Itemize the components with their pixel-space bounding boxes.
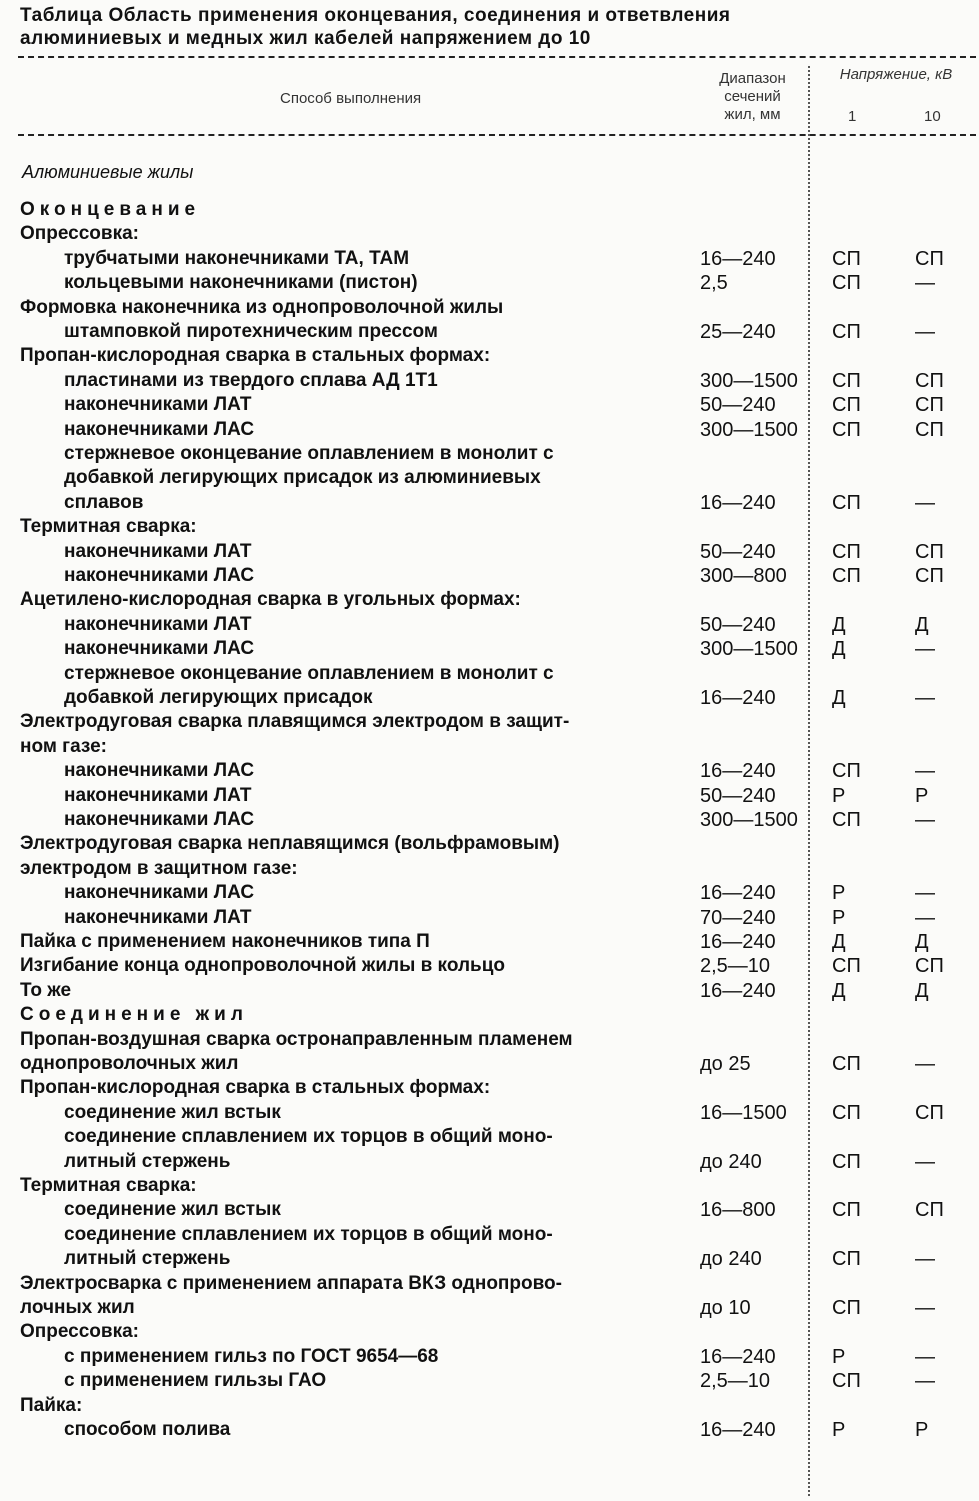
row-voltage-10: — <box>915 1248 935 1271</box>
row-method: Формовка наконечника из однопроволочной жилы <box>20 296 504 318</box>
row-method: соединение жил встык <box>64 1199 281 1221</box>
row-method: наконечниками ЛАС <box>64 638 255 660</box>
table-row <box>0 222 979 246</box>
row-voltage-1: СП <box>832 1297 861 1319</box>
row-method: Пайка: <box>20 1394 83 1416</box>
row-range: 2,5 <box>700 272 728 295</box>
row-voltage-10: Д <box>915 931 929 953</box>
row-range: 50—240 <box>700 784 776 807</box>
table-row <box>0 271 979 295</box>
row-method: кольцевыми наконечниками (пистон) <box>64 272 418 294</box>
row-method: Термитная сварка: <box>20 1175 197 1196</box>
row-voltage-1: Д <box>832 979 846 1002</box>
row-range: 16—240 <box>700 1345 776 1368</box>
header-voltage-10: 10 <box>924 108 941 125</box>
table-row <box>0 710 979 734</box>
table-row <box>0 369 979 393</box>
row-range: 300—1500 <box>700 809 798 831</box>
table-row <box>0 1272 979 1296</box>
table-row <box>0 1150 979 1174</box>
table-row <box>0 637 979 661</box>
row-range: 16—240 <box>700 491 776 514</box>
row-method: наконечниками ЛАТ <box>64 394 252 416</box>
caption-line-1: Таблица Область применения оконцевания, соединения и ответвления <box>20 5 731 26</box>
row-method: Пропан-кислородная сварка в стальных формах: <box>20 1077 491 1099</box>
table-row <box>0 1174 979 1198</box>
row-method: То же <box>20 979 72 1001</box>
table-row <box>0 686 979 710</box>
table-row <box>0 466 979 490</box>
row-voltage-1: СП <box>832 491 861 514</box>
row-voltage-10: — <box>915 809 935 831</box>
table-row <box>0 296 979 320</box>
table-row <box>0 784 979 808</box>
row-method: наконечниками ЛАС <box>64 565 255 586</box>
row-method: стержневое оконцевание оплавлением в монолит с <box>64 443 554 464</box>
row-voltage-1: Р <box>832 882 846 905</box>
row-range: до 240 <box>700 1248 762 1271</box>
row-voltage-10: Д <box>915 979 929 1002</box>
row-range: 16—240 <box>700 931 776 953</box>
row-method: литный стержень <box>64 1248 231 1270</box>
row-method: Пропан-кислородная сварка в стальных формах: <box>20 345 491 367</box>
row-voltage-1: СП <box>832 321 861 343</box>
row-method: наконечниками ЛАТ <box>64 784 252 806</box>
row-voltage-10: СП <box>915 369 944 392</box>
row-method: наконечниками ЛАС <box>64 882 255 904</box>
row-voltage-1: СП <box>832 418 861 441</box>
table-row <box>0 491 979 515</box>
row-voltage-10: СП <box>915 247 944 270</box>
row-range: 300—1500 <box>700 638 798 661</box>
row-method: наконечниками ЛАС <box>64 418 255 440</box>
row-method: Электродуговая сварка неплавящимся (вольфрамовым) <box>20 833 560 855</box>
header-range-line-3: жил, мм <box>724 106 781 123</box>
table-row <box>0 1101 979 1125</box>
row-method: способом полива <box>64 1419 231 1440</box>
row-voltage-10: — <box>915 882 935 905</box>
table-row <box>0 1345 979 1369</box>
row-range: 50—240 <box>700 613 776 636</box>
table-row <box>0 1296 979 1320</box>
table-row <box>0 344 979 368</box>
row-range: 300—1500 <box>700 369 798 392</box>
row-method: электродом в защитном газе: <box>20 857 298 879</box>
row-method: Оконцевание <box>20 199 201 220</box>
row-voltage-1: СП <box>832 1199 861 1222</box>
row-voltage-10: — <box>915 1345 935 1368</box>
header-voltage: Напряжение, кВ <box>839 66 953 83</box>
table-row <box>0 515 979 539</box>
row-method: Опрессовка: <box>20 1321 140 1343</box>
table-row <box>0 1223 979 1247</box>
row-range: 16—240 <box>700 760 776 783</box>
row-method: Соединение жил <box>20 1004 248 1026</box>
row-voltage-10: — <box>915 1370 935 1393</box>
row-voltage-1: Р <box>832 906 846 929</box>
row-method: пластинами из твердого сплава АД 1Т1 <box>64 369 438 391</box>
row-range: 300—800 <box>700 565 787 587</box>
table-row <box>0 1003 979 1027</box>
row-method: Изгибание конца однопроволочной жилы в кольцо <box>20 955 505 977</box>
table-row <box>0 881 979 905</box>
table-row <box>0 1125 979 1149</box>
row-range: 16—240 <box>700 1419 776 1441</box>
row-voltage-10: Р <box>915 1419 929 1441</box>
row-voltage-10: — <box>915 272 935 295</box>
table-row <box>0 759 979 783</box>
row-voltage-1: Д <box>832 687 846 709</box>
row-voltage-1: СП <box>832 955 861 978</box>
row-range: 300—1500 <box>700 418 798 441</box>
row-range: до 25 <box>700 1053 751 1075</box>
row-voltage-1: Д <box>832 931 846 953</box>
row-method: Опрессовка: <box>20 223 140 245</box>
row-method: Термитная сварка: <box>20 516 197 538</box>
row-voltage-10: — <box>915 1297 935 1319</box>
row-method: соединение сплавлением их торцов в общий моно- <box>64 1126 553 1148</box>
table-row <box>0 979 979 1003</box>
row-range: 2,5—10 <box>700 1370 771 1393</box>
row-range: 16—240 <box>700 687 776 709</box>
row-voltage-1: Д <box>832 613 846 636</box>
table-row <box>0 1369 979 1393</box>
table-caption <box>20 4 970 50</box>
row-voltage-10: СП <box>915 565 944 587</box>
row-method: наконечниками ЛАТ <box>64 540 252 562</box>
header-range-line-1: Диапазон <box>719 70 786 87</box>
row-voltage-10: — <box>915 491 935 514</box>
row-method: Электросварка с применением аппарата ВКЗ однопрово- <box>20 1272 562 1294</box>
table-row <box>0 564 979 588</box>
header-bottom-rule <box>18 134 976 136</box>
row-voltage-10: Р <box>915 784 929 807</box>
table-row <box>0 1247 979 1271</box>
row-range: 16—800 <box>700 1199 776 1222</box>
row-voltage-10: — <box>915 638 935 661</box>
row-voltage-1: Р <box>832 1345 846 1368</box>
row-voltage-10: — <box>915 760 935 783</box>
row-range: 2,5—10 <box>700 955 771 978</box>
row-voltage-1: СП <box>832 247 861 270</box>
table-row <box>0 320 979 344</box>
row-voltage-1: Р <box>832 784 846 807</box>
row-voltage-10: СП <box>915 418 944 441</box>
row-method: ном газе: <box>20 735 107 757</box>
row-voltage-10: СП <box>915 540 944 563</box>
row-method: наконечниками ЛАС <box>64 760 255 782</box>
row-voltage-1: СП <box>832 1053 861 1075</box>
row-method: Ацетилено-кислородная сварка в угольных формах: <box>20 589 521 611</box>
row-voltage-1: Д <box>832 638 846 661</box>
row-method: наконечниками ЛАТ <box>64 906 252 928</box>
row-method: стержневое оконцевание оплавлением в монолит с <box>64 662 554 684</box>
row-voltage-1: СП <box>832 565 861 587</box>
table-row <box>0 1198 979 1222</box>
row-method: соединение сплавлением их торцов в общий моно- <box>64 1223 553 1245</box>
row-method: соединение жил встык <box>64 1101 281 1123</box>
header-top-rule <box>18 56 976 58</box>
row-method: Пропан-воздушная сварка остронаправленным пламенем <box>20 1028 573 1050</box>
header-method: Способ выполнения <box>280 90 422 107</box>
row-voltage-10: — <box>915 1053 935 1075</box>
table-row <box>0 613 979 637</box>
row-voltage-1: СП <box>832 1248 861 1271</box>
row-voltage-1: СП <box>832 394 861 417</box>
table-row <box>0 857 979 881</box>
table-row <box>0 662 979 686</box>
row-method: сплавов <box>64 491 144 513</box>
row-method: наконечниками ЛАТ <box>64 613 252 635</box>
header-range <box>705 70 800 124</box>
row-method: добавкой легирующих присадок <box>64 687 373 708</box>
row-range: 16—240 <box>700 979 776 1002</box>
row-voltage-1: СП <box>832 272 861 295</box>
row-range: 16—240 <box>700 247 776 270</box>
row-voltage-10: — <box>915 1150 935 1173</box>
row-voltage-10: СП <box>915 1199 944 1222</box>
table-row <box>0 832 979 856</box>
row-range: до 240 <box>700 1150 762 1173</box>
table-row <box>0 1320 979 1344</box>
row-voltage-1: СП <box>832 540 861 563</box>
section-title: Алюминиевые жилы <box>22 162 194 182</box>
table-row <box>0 1028 979 1052</box>
row-voltage-10: Д <box>915 613 929 636</box>
table-row <box>0 198 979 222</box>
row-method: однопроволочных жил <box>20 1053 239 1074</box>
row-voltage-1: СП <box>832 369 861 392</box>
row-range: 16—240 <box>700 882 776 905</box>
row-range: 70—240 <box>700 906 776 929</box>
row-method: наконечниками ЛАС <box>64 809 255 830</box>
row-voltage-1: Р <box>832 1419 846 1441</box>
table-row <box>0 1052 979 1076</box>
table-row <box>0 1418 979 1442</box>
row-method: штамповкой пиротехническим прессом <box>64 321 438 342</box>
header-voltage-1: 1 <box>848 108 857 125</box>
table-row <box>0 930 979 954</box>
row-method: Электродуговая сварка плавящимся электродом в защит- <box>20 711 570 733</box>
row-range: 25—240 <box>700 321 776 343</box>
row-range: до 10 <box>700 1297 751 1319</box>
row-method: с применением гильз по ГОСТ 9654—68 <box>64 1345 439 1367</box>
table-row <box>0 1394 979 1418</box>
row-method: с применением гильзы ГАО <box>64 1370 327 1392</box>
row-range: 16—1500 <box>700 1101 787 1124</box>
row-voltage-10: СП <box>915 1101 944 1124</box>
row-voltage-1: СП <box>832 760 861 783</box>
row-method: литный стержень <box>64 1150 231 1172</box>
table-row <box>0 1076 979 1100</box>
row-method: добавкой легирующих присадок из алюминиевых <box>64 467 541 489</box>
row-method: трубчатыми наконечниками ТА, ТАМ <box>64 247 410 269</box>
row-voltage-10: СП <box>915 394 944 417</box>
row-voltage-10: — <box>915 687 935 709</box>
table-row <box>0 418 979 442</box>
table-row <box>0 735 979 759</box>
row-range: 50—240 <box>700 394 776 417</box>
header-range-line-2: сечений <box>724 88 781 105</box>
row-range: 50—240 <box>700 540 776 563</box>
table-row <box>0 442 979 466</box>
row-voltage-10: СП <box>915 955 944 978</box>
row-voltage-1: СП <box>832 809 861 831</box>
row-method: лочных жил <box>20 1297 135 1318</box>
table-row <box>0 906 979 930</box>
row-voltage-10: — <box>915 906 935 929</box>
row-voltage-1: СП <box>832 1150 861 1173</box>
table-row <box>0 540 979 564</box>
table-row <box>0 808 979 832</box>
table-row <box>0 954 979 978</box>
table-row <box>0 588 979 612</box>
row-voltage-1: СП <box>832 1101 861 1124</box>
row-voltage-10: — <box>915 321 935 343</box>
table-row <box>0 393 979 417</box>
row-method: Пайка с применением наконечников типа П <box>20 931 430 952</box>
row-voltage-1: СП <box>832 1370 861 1393</box>
table-row <box>0 247 979 271</box>
caption-line-2: алюминиевых и медных жил кабелей напряжением до 10 <box>20 28 591 49</box>
